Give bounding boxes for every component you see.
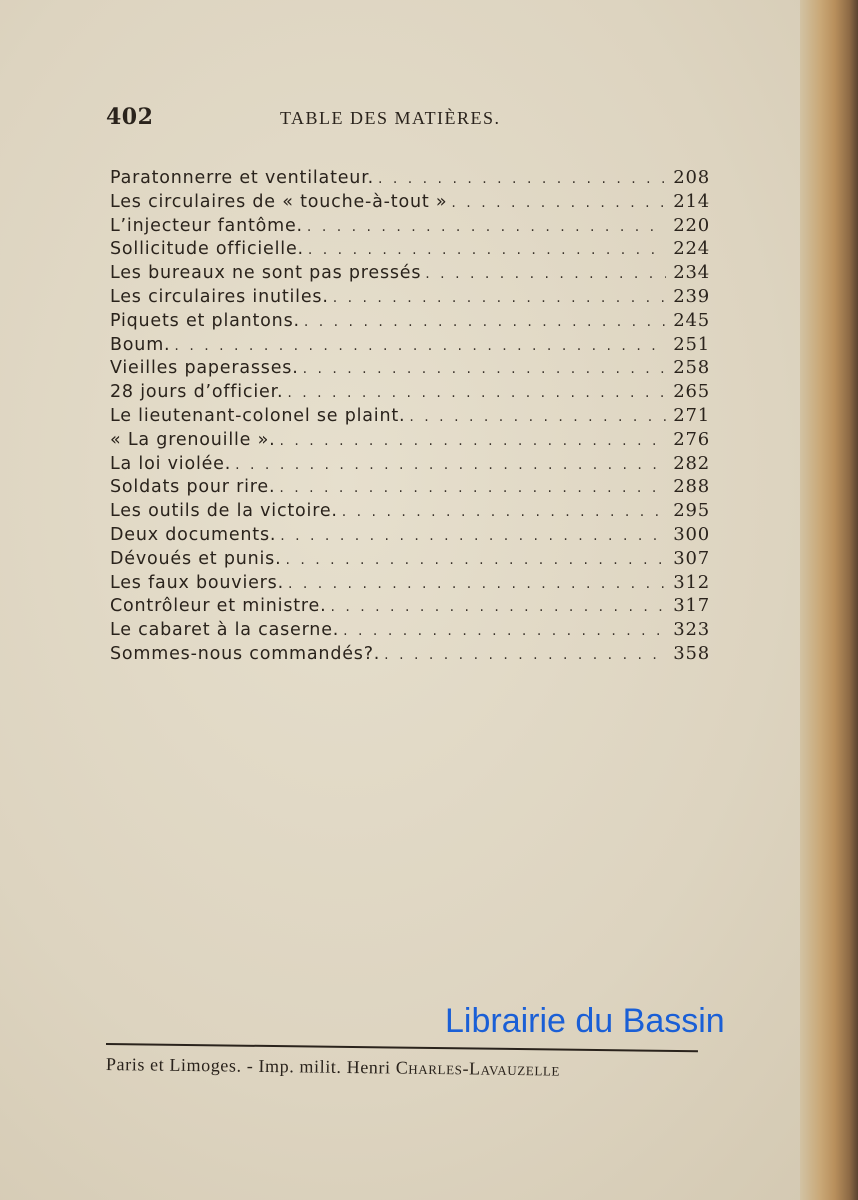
toc-entry-page: 239 (673, 285, 710, 307)
toc-leader-dots (425, 263, 666, 287)
toc-entry (110, 571, 710, 595)
toc-entry (110, 356, 710, 380)
toc-entry-page: 258 (673, 357, 710, 379)
running-title: TABLE DES MATIÈRES. (280, 108, 501, 128)
toc-leader-dots (285, 549, 666, 573)
toc-entry (110, 190, 710, 214)
toc-entry-title: Les circulaires de « touche-à-tout » (110, 191, 448, 212)
toc-leader-dots (279, 477, 666, 501)
toc-entry (110, 261, 710, 285)
imprint-text: Paris et Limoges. - Imp. milit. Henri (105, 1054, 391, 1078)
toc-leader-dots (304, 311, 666, 335)
toc-entry (110, 404, 710, 428)
toc-leader-dots (174, 335, 666, 359)
toc-entry-title: Les faux bouviers. (110, 572, 284, 593)
toc-entry-page: 251 (673, 333, 710, 355)
toc-leader-dots (280, 525, 666, 549)
toc-entry (110, 594, 710, 618)
page-number: 402 (106, 104, 154, 130)
toc-entry (110, 166, 710, 190)
toc-entry-title: Les outils de la victoire. (110, 501, 338, 522)
toc-entry-page: 358 (673, 642, 710, 664)
toc-entry (110, 523, 710, 547)
toc-leader-dots (409, 406, 666, 430)
toc-leader-dots (308, 239, 666, 263)
toc-entry (110, 380, 710, 404)
toc-leader-dots (279, 430, 666, 454)
toc-leader-dots (343, 620, 666, 644)
toc-entry-page: 214 (673, 190, 710, 212)
toc-entry-title: Paratonnerre et ventilateur. (110, 168, 374, 188)
toc-entry-title: Deux documents. (110, 524, 277, 545)
toc-leader-dots (235, 454, 666, 478)
toc-entry (110, 499, 710, 523)
toc-entry-page: 323 (673, 619, 710, 641)
toc-leader-dots (384, 644, 666, 668)
toc-entry-page: 317 (673, 595, 710, 617)
watermark: Librairie du Bassin (445, 1002, 725, 1040)
toc-entry-page: 276 (673, 428, 710, 450)
toc-leader-dots (330, 596, 666, 620)
printer-imprint (106, 1054, 560, 1081)
toc-entry-title: Les bureaux ne sont pas pressés (110, 263, 422, 284)
toc-entry-page: 220 (673, 214, 710, 236)
toc-entry-title: La loi violée. (110, 453, 232, 474)
toc-entry-title: Les circulaires inutiles. (110, 286, 329, 307)
toc-leader-dots (451, 192, 666, 216)
toc-entry-page: 288 (673, 476, 710, 498)
toc-entry-page: 282 (673, 452, 710, 474)
toc-entry-page: 224 (673, 238, 710, 260)
toc-entry-title: L’injecteur fantôme. (110, 215, 303, 236)
toc-entry-title: Piquets et plantons. (110, 310, 300, 331)
toc-entry-title: Boum. (110, 334, 171, 355)
toc-entry-page: 234 (673, 262, 710, 284)
toc-entry-page: 307 (673, 547, 710, 569)
imprint-printer-name: Charles-Lavauzelle (395, 1057, 561, 1080)
toc-entry-page: 208 (673, 167, 710, 188)
toc-leader-dots (287, 382, 666, 406)
toc-entry (110, 452, 710, 476)
toc-entry-title: Vieilles paperasses. (110, 358, 299, 379)
toc-leader-dots (333, 287, 666, 311)
toc-entry-page: 300 (673, 523, 710, 545)
toc-leader-dots (307, 216, 666, 240)
page-edge (800, 0, 858, 1200)
toc-entry-page: 271 (673, 404, 710, 426)
toc-entry-page: 295 (673, 500, 710, 522)
toc-leader-dots (288, 573, 666, 597)
toc-entry (110, 428, 710, 452)
toc-entry (110, 642, 710, 666)
toc-leader-dots (303, 358, 666, 382)
toc-leader-dots (378, 168, 666, 192)
toc-entry-title: 28 jours d’officier. (110, 382, 284, 403)
toc-leader-dots (342, 501, 666, 525)
toc-entry-page: 265 (673, 381, 710, 403)
toc-entry (110, 618, 710, 642)
toc-entry-title: Sollicitude officielle. (110, 239, 304, 260)
toc-entry (110, 475, 710, 499)
toc-entry (110, 309, 710, 333)
toc-entry (110, 214, 710, 238)
toc-entry-title: Contrôleur et ministre. (110, 596, 327, 617)
toc-entry (110, 333, 710, 357)
footer-rule (106, 1043, 698, 1052)
toc-entry-title: « La grenouille ». (110, 429, 276, 450)
toc-entry (110, 547, 710, 571)
table-of-contents (110, 166, 710, 666)
toc-entry-title: Le lieutenant-colonel se plaint. (110, 405, 406, 426)
toc-entry (110, 237, 710, 261)
toc-entry-title: Soldats pour rire. (110, 477, 276, 498)
toc-entry-page: 312 (673, 571, 710, 593)
toc-entry-title: Sommes-nous commandés?. (110, 643, 381, 664)
toc-entry-title: Le cabaret à la caserne. (110, 620, 340, 641)
toc-entry-title: Dévoués et punis. (110, 548, 282, 569)
toc-entry (110, 285, 710, 309)
toc-entry-page: 245 (673, 309, 710, 331)
